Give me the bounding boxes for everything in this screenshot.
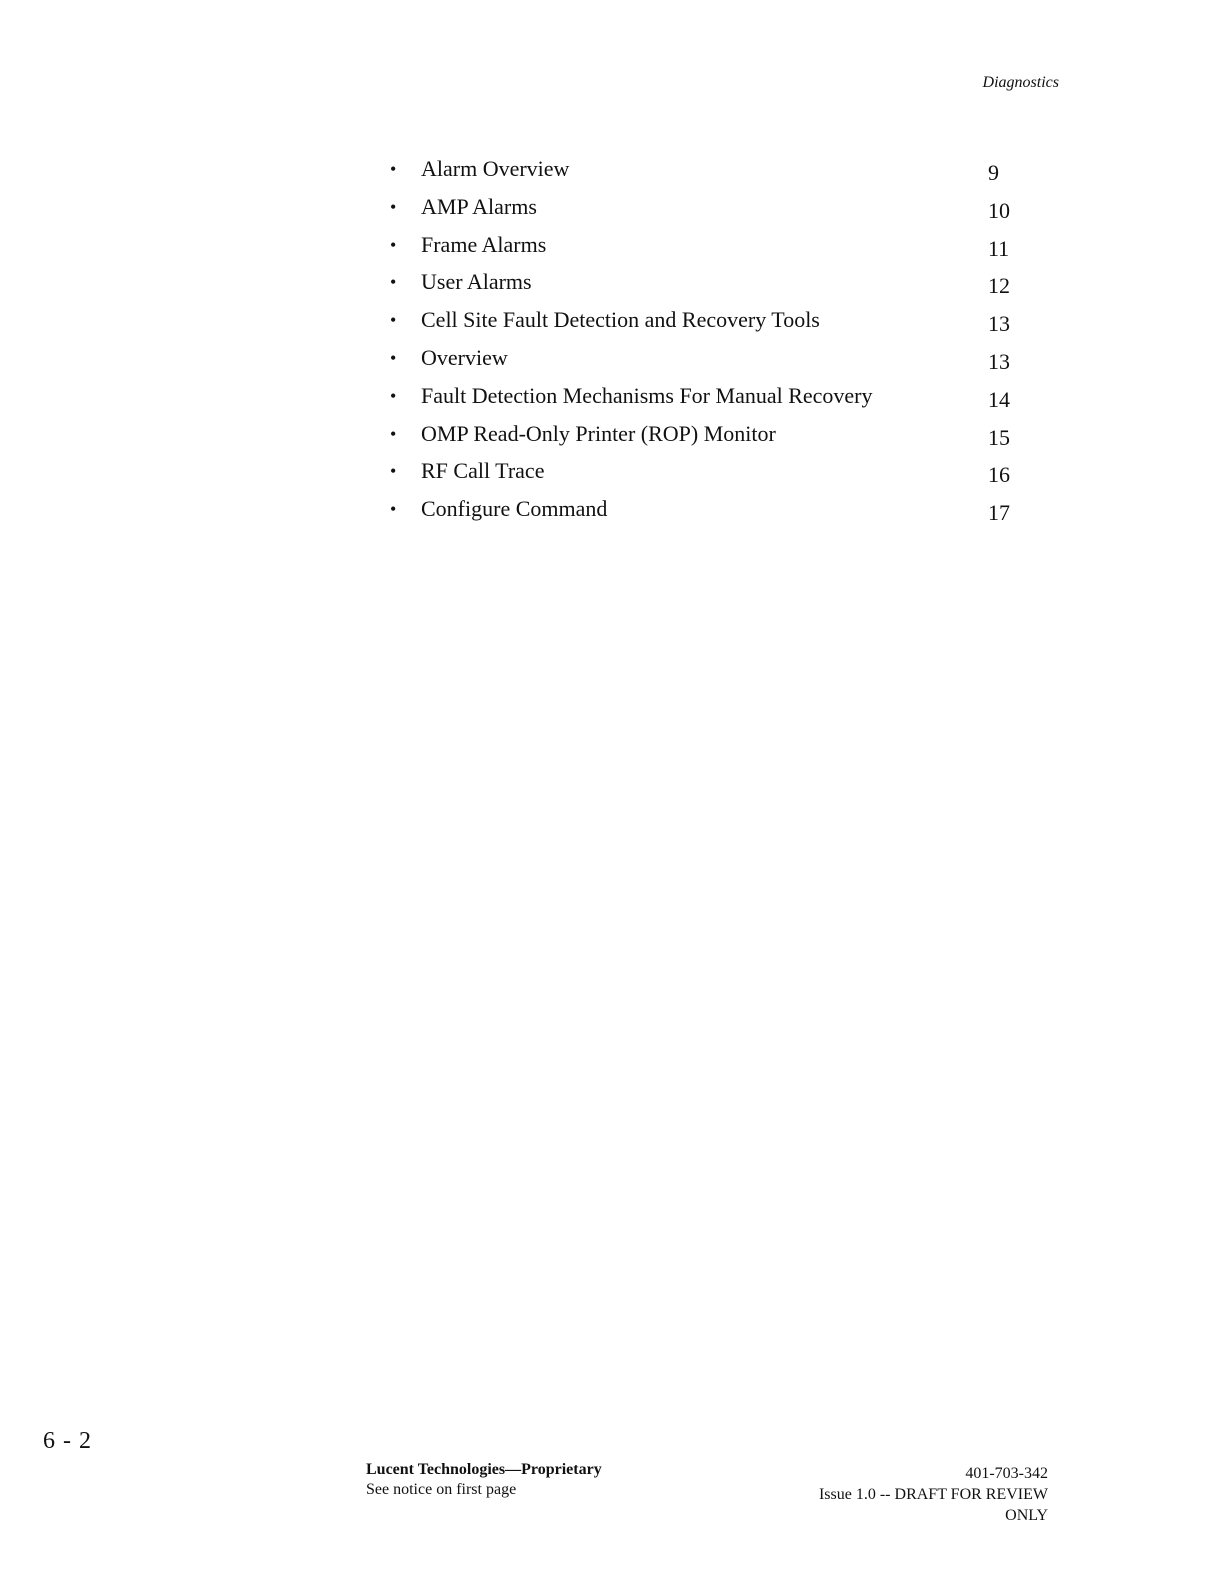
toc-entry [384,192,1034,230]
toc-entry-title: OMP Read-Only Printer (ROP) Monitor [421,420,776,446]
toc-entry [384,494,1034,532]
toc-entry-page: 17 [988,500,1010,526]
toc-entry-title: Alarm Overview [421,156,570,181]
footer-proprietary-notice [366,1460,602,1500]
toc-entry-page: 14 [988,386,1010,412]
toc-entry-page: 13 [988,348,1010,374]
bullet-icon: • [390,310,397,331]
bullet-icon: • [390,499,397,520]
toc-entry-title: Overview [421,344,508,370]
toc-entry [384,230,1034,268]
toc-entry [384,343,1034,381]
toc-entry-page: 9 [988,160,999,185]
toc-entry [384,305,1034,343]
toc-entry-page: 13 [988,311,1010,337]
toc-entry [384,419,1034,457]
toc-entry-title: Configure Command [421,496,608,522]
page-number: 6 - 2 [43,1428,92,1454]
toc-entry [384,267,1034,305]
bullet-icon: • [390,234,397,255]
toc-entry-page: 10 [988,197,1010,223]
table-of-contents [384,154,1034,532]
toc-entry-page: 12 [988,273,1010,299]
toc-entry [384,381,1034,419]
footer-document-info [819,1463,1048,1526]
footer-company: Lucent Technologies—Proprietary [366,1461,602,1478]
bullet-icon: • [390,423,397,444]
toc-entry-title: Frame Alarms [421,231,547,257]
running-header-title: Diagnostics [982,74,1059,91]
toc-entry [384,456,1034,494]
footer-doc-number: 401-703-342 [965,1465,1048,1482]
toc-entry-title: Fault Detection Mechanisms For Manual Recovery [421,382,873,408]
toc-entry [384,154,1034,192]
footer-issue-line: ONLY [1005,1507,1048,1524]
toc-entry-page: 11 [988,235,1010,261]
bullet-icon: • [390,196,397,217]
bullet-icon: • [390,347,397,368]
toc-entry-page: 16 [988,462,1010,488]
toc-entry-title: AMP Alarms [421,193,537,219]
footer-issue-line: Issue 1.0 -- DRAFT FOR REVIEW [818,1486,1048,1503]
bullet-icon: • [390,159,397,179]
toc-entry-page: 15 [988,424,1010,450]
bullet-icon: • [390,385,397,406]
toc-entry-title: User Alarms [421,269,532,295]
toc-entry-title: RF Call Trace [421,458,545,484]
footer-notice: See notice on first page [366,1481,517,1498]
toc-entry-title: Cell Site Fault Detection and Recovery Tools [421,307,820,333]
bullet-icon: • [390,461,397,482]
bullet-icon: • [390,272,397,293]
